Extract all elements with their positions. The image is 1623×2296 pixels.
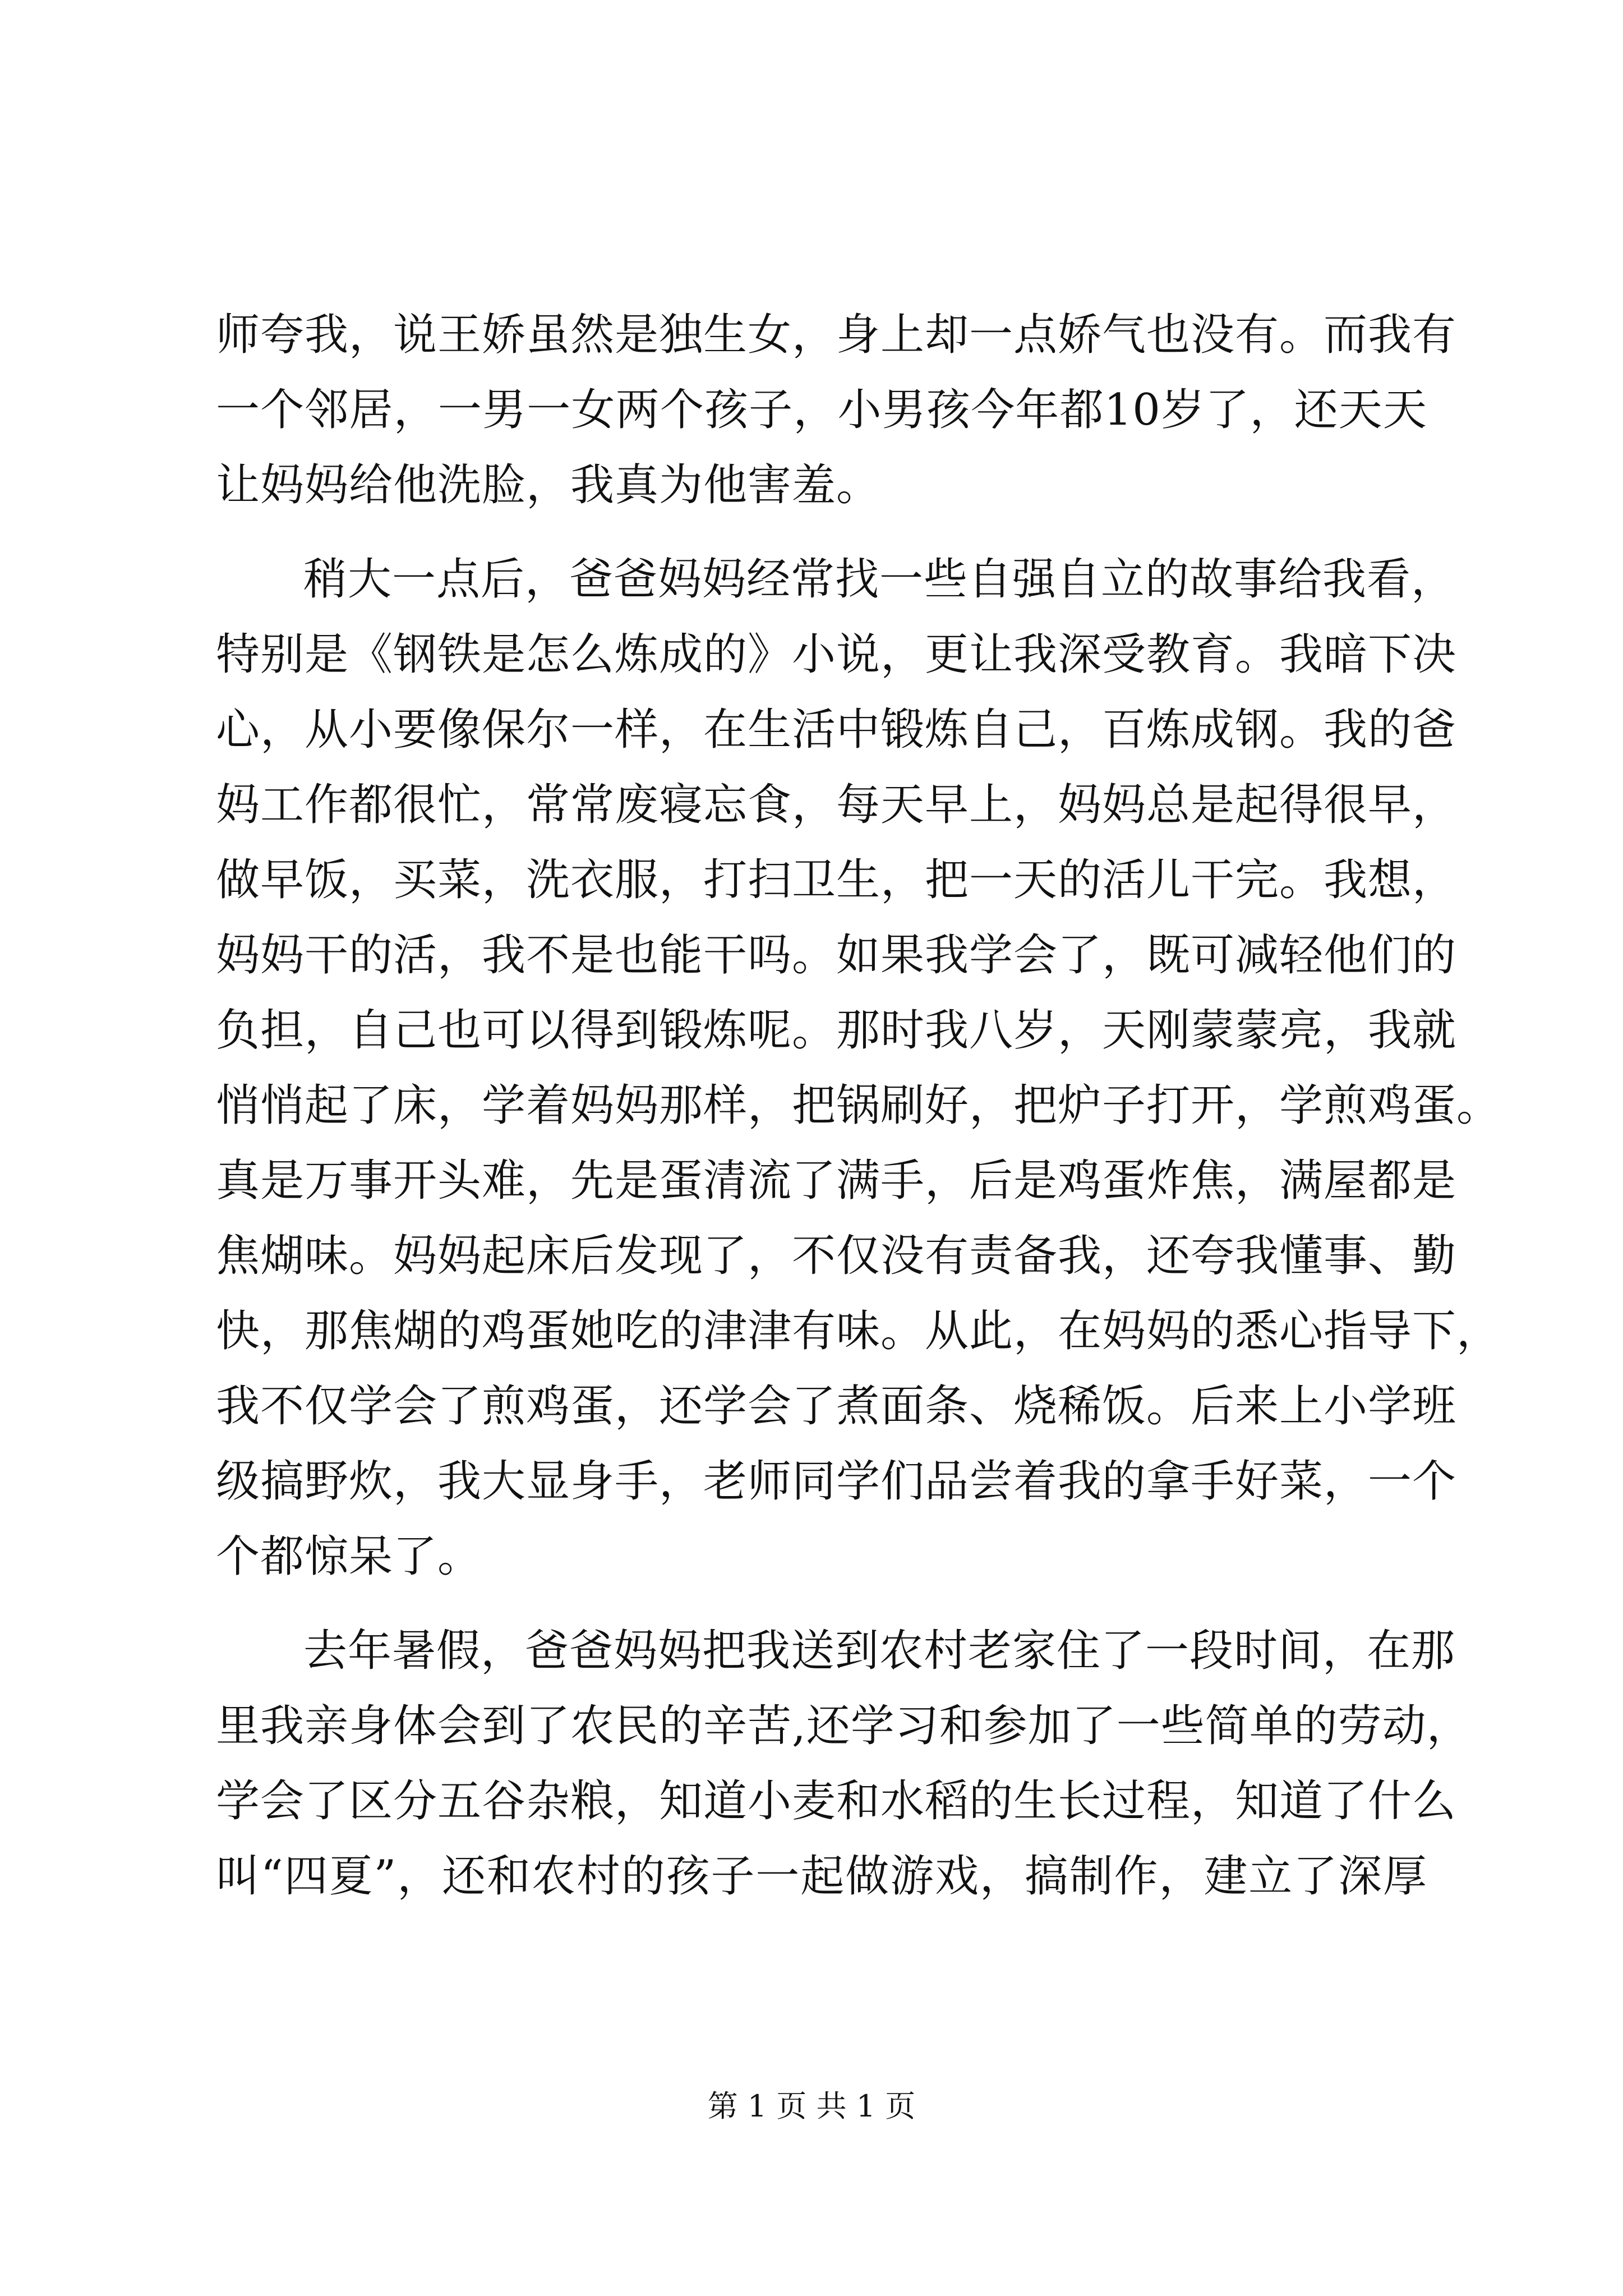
- text-line: 悄悄起了床，学着妈妈那样，把锅刷好，把炉子打开，学煎鸡蛋。: [216, 1080, 1501, 1131]
- text-line: 真是万事开头难，先是蛋清流了满手，后是鸡蛋炸焦，满屋都是: [216, 1156, 1457, 1206]
- text-line: 负担，自己也可以得到锻炼呢。那时我八岁，天刚蒙蒙亮，我就: [216, 1005, 1457, 1056]
- text-line: 叫“四夏”，还和农村的孩子一起做游戏，搞制作，建立了深厚: [216, 1851, 1427, 1902]
- text-line: 里我亲身体会到了农民的辛苦,还学习和参加了一些简单的劳动，: [216, 1701, 1471, 1751]
- text-line: 特别是《钢铁是怎么炼成的》小说，更让我深受教育。我暗下决: [216, 629, 1457, 680]
- text-line: 一个邻居，一男一女两个孩子，小男孩今年都10岁了，还天天: [216, 385, 1427, 435]
- text-line: 我不仅学会了煎鸡蛋，还学会了煮面条、烧稀饭。后来上小学班: [216, 1381, 1457, 1432]
- text-line: 让妈妈给他洗脸，我真为他害羞。: [216, 460, 881, 510]
- text-line: 焦煳味。妈妈起床后发现了，不仅没有责备我，还夸我懂事、勤: [216, 1231, 1457, 1281]
- paragraph-first-line: 稍大一点后，爸爸妈妈经常找一些自强自立的故事给我看，: [303, 554, 1456, 605]
- paragraph-first-line: 去年暑假，爸爸妈妈把我送到农村老家住了一段时间，在那: [303, 1626, 1456, 1676]
- text-line: 心，从小要像保尔一样，在生活中锻炼自己，百炼成钢。我的爸: [216, 705, 1457, 755]
- text-line: 师夸我，说王娇虽然是独生女，身上却一点娇气也没有。而我有: [216, 310, 1457, 360]
- text-line: 学会了区分五谷杂粮，知道小麦和水稻的生长过程，知道了什么: [216, 1776, 1457, 1826]
- text-line: 快，那焦煳的鸡蛋她吃的津津有味。从此，在妈妈的悉心指导下，: [216, 1306, 1501, 1356]
- page-number-footer: 第 1 页 共 1 页: [707, 2088, 916, 2124]
- text-line: 级搞野炊，我大显身手，老师同学们品尝着我的拿手好菜，一个: [216, 1456, 1457, 1507]
- text-line: 个都惊呆了。: [216, 1531, 482, 1582]
- text-line: 做早饭，买菜，洗衣服，打扫卫生，把一天的活儿干完。我想，: [216, 855, 1457, 905]
- text-line: 妈工作都很忙，常常废寝忘食，每天早上，妈妈总是起得很早，: [216, 780, 1457, 830]
- text-line: 妈妈干的活，我不是也能干吗。如果我学会了，既可减轻他们的: [216, 930, 1457, 981]
- body-text: [216, 297, 1501, 1914]
